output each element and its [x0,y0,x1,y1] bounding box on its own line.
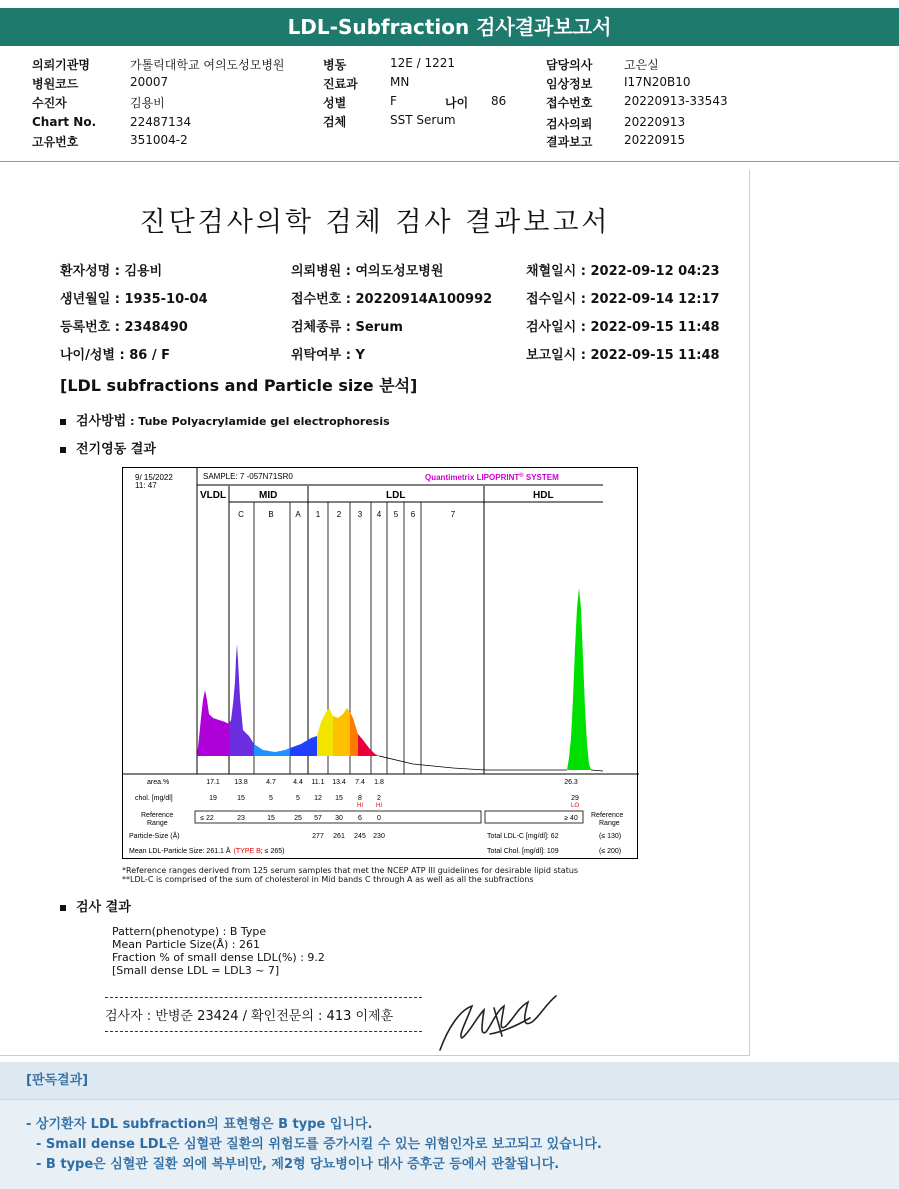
band-label: 5 [393,510,399,519]
mid-c-peak [229,644,254,756]
area-value: 13.8 [234,779,248,786]
mean-size-type: (TYPE B [233,848,261,855]
bullet-icon [60,447,66,453]
band-label: 1 [315,510,321,519]
ldl-2-peak [333,708,350,756]
ref-value: 0 [377,815,381,822]
psize-value: 277 [312,833,324,840]
result-sdldl-def: [Small dense LDL = LDL3 ~ 7] [112,964,280,977]
total-chol-ref: (≤ 200) [599,848,622,855]
receipt-number: 접수번호 : 20220914A100992 [291,292,493,307]
bullet-icon [60,905,66,911]
psize-values [312,833,385,840]
patient-age-sex: 나이/성별 : 86 / F [60,348,171,363]
chart-sample: SAMPLE: 7 -057N71SR0 [203,472,293,481]
band-label: A [295,510,301,519]
referring-hospital: 의뢰병원 : 여의도성모병원 [291,264,444,279]
header-label: 결과보고 [546,135,593,149]
ldl-4-peak [358,734,379,756]
header-label: 성별 [323,96,347,110]
patient-birth: 생년월일 : 1935-10-04 [60,292,208,307]
region-label-mid: MID [259,490,278,501]
result-fraction: Fraction % of small dense LDL(%) : 9.2 [112,951,325,964]
area-value: 7.4 [355,779,365,786]
mid-a-peak [290,736,317,756]
header-label: 병동 [323,58,347,72]
receipt-datetime: 접수일시 : 2022-09-14 12:17 [526,292,720,307]
band-label: 3 [357,510,363,519]
header-label: 의뢰기관명 [32,58,90,72]
test-datetime: 검사일시 : 2022-09-15 11:48 [526,320,720,335]
chol-value: 15 [237,795,245,802]
flag-hi: HI [357,803,363,809]
signature-image [432,988,562,1058]
header-value: MN [390,75,410,89]
method-line [60,410,390,429]
band-label: C [238,510,244,519]
ref-value-vldl: ≤ 22 [200,815,214,822]
area-value: 26.3 [564,779,578,786]
chart-date: 9/ 15/2022 [135,473,173,482]
result-pattern: Pattern(phenotype) : B Type [112,925,267,938]
header-value: 20220913-33543 [624,94,728,108]
signer-line: 검사자 : 반병준 23424 / 확인전문의 : 413 이제훈 [105,1009,394,1024]
bullet-icon [60,419,66,425]
collection-datetime: 채혈일시 : 2022-09-12 04:23 [526,264,720,279]
total-ldl-ref: (≤ 130) [599,833,622,840]
band-label: 6 [410,510,416,519]
area-value: 11.1 [311,779,325,786]
outsourced-flag: 위탁여부 : Y [291,348,365,363]
method-value: : Tube Polyacrylamide gel electrophoresis [126,415,390,428]
specimen-type: 검체종류 : Serum [291,320,403,335]
header-label: 나이 [445,96,469,110]
header-value: SST Serum [390,113,456,127]
result-block [112,925,325,977]
chol-value: 8 [358,795,362,802]
chol-value: 12 [314,795,322,802]
ref-value: 23 [237,815,245,822]
ldl-1-peak [317,708,333,756]
method-label: 검사방법 [76,414,127,429]
report-title: LDL-Subfraction 검사결과보고서 [287,15,612,39]
electro-line [60,438,156,457]
electro-label: 전기영동 결과 [76,442,156,457]
footnote-1: *Reference ranges derived from 125 serum samples that met the NCEP ATP III guidelines for desirable lipid status [122,866,579,875]
band-label: 4 [376,510,382,519]
header-label: 병원코드 [32,77,79,91]
header-label: 진료과 [323,77,358,91]
header-value: 20220913 [624,115,686,129]
header-value: 고은실 [624,58,659,72]
header-label: 검체 [323,115,347,129]
result-label: 검사 결과 [76,900,131,915]
header-label: Chart No. [32,115,97,129]
patient-reg-no: 등록번호 : 2348490 [60,320,188,335]
chol-value: 19 [209,795,217,802]
chol-value: 29 [571,795,579,802]
patient-name: 환자성명 : 김용비 [60,264,163,279]
flag-hi: HI [376,803,382,809]
header-value: 86 [491,94,507,108]
header-value: 20007 [130,75,169,89]
document-title: 진단검사의학 검체 검사 결과보고서 [139,207,611,238]
mean-size-ref: ; ≤ 265) [260,848,285,855]
chol-value: 15 [335,795,343,802]
header-value: 351004-2 [130,133,188,147]
result-line [60,896,131,915]
area-value: 17.1 [206,779,220,786]
psize-value: 261 [333,833,345,840]
header-label: 수진자 [32,96,67,110]
header-value: 12E / 1221 [390,56,456,70]
band-label: B [268,510,274,519]
psize-value: 245 [354,833,366,840]
ref-value: 30 [335,815,343,822]
chol-value: 5 [296,795,300,802]
total-chol: Total Chol. [mg/dl]: 109 [487,848,559,855]
psize-value: 230 [373,833,385,840]
mean-size [129,846,284,855]
psize-label: Particle-Size (Å) [129,833,180,840]
area-value: 4.7 [266,779,276,786]
report-title-bar [0,8,899,46]
area-values [206,779,578,786]
chart-brand [425,472,559,482]
result-mean-size: Mean Particle Size(Å) : 261 [112,938,260,951]
interpretation-line: - B type은 심혈관 질환 외에 복부비만, 제2형 당뇨병이나 대사 증후군 등에서 관찰됩니다. [36,1157,560,1172]
header-label: 임상정보 [546,77,593,91]
ldl-3-peak [350,712,358,756]
flag-lo: LO [570,803,580,809]
chol-values [209,795,579,802]
area-value: 1.8 [374,779,384,786]
mid-b-peak [254,744,290,756]
header-label: 검사의뢰 [546,117,593,131]
header-label: 담당의사 [546,58,593,72]
interpretation-line: - Small dense LDL은 심혈관 질환의 위험도를 증가시킬 수 있는 위험인자로 보고되고 있습니다. [36,1137,602,1152]
row-area-label: area.% [147,779,170,786]
vldl-peak [197,690,229,756]
band-label: 2 [336,510,342,519]
band-label: 7 [450,510,456,519]
area-value: 13.4 [332,779,346,786]
brand-registered: ® [519,473,524,479]
band-labels [238,510,456,519]
report-document [0,170,750,1056]
mean-size-value: Mean LDL-Particle Size: 261.1 Å [129,848,231,855]
ref-value: 25 [294,815,302,822]
report-datetime: 보고일시 : 2022-09-15 11:48 [526,348,720,363]
brand-name: Quantimetrix LIPOPRINT [425,473,520,482]
interpretation-line: - 상기환자 LDL subfraction의 표현형은 B type 입니다. [26,1117,373,1132]
total-ldl: Total LDL-C [mg/dl]: 62 [487,833,559,840]
header-value: 20220915 [624,133,686,147]
flag-values [357,803,579,809]
region-label-vldl: VLDL [200,490,227,501]
ref-value: 15 [267,815,275,822]
ref-values [200,815,578,822]
ref-label-left: Reference Range [141,812,174,827]
ref-value-hdl: ≥ 40 [564,815,578,822]
chart-time: 11: 47 [135,481,157,490]
brand-system: SYSTEM [523,473,559,482]
interpretation-heading: [판독결과] [0,1062,899,1100]
ref-value: 6 [358,815,362,822]
region-label-ldl: LDL [386,490,406,501]
header-value: F [390,94,397,108]
footnote-2: **LDL-C is comprised of the sum of cholesterol in Mid bands C through A as well as all the subfractions [122,875,534,884]
row-chol-label: chol. [mg/dl] [135,795,173,802]
chol-value: 2 [377,795,381,802]
chol-value: 5 [269,795,273,802]
ref-value: 57 [314,815,322,822]
region-label-hdl: HDL [533,490,554,501]
ref-label-right: Reference Range [591,812,624,827]
header-value: 김용비 [130,96,165,110]
hdl-peak [567,588,591,770]
lipoprint-svg [123,468,639,860]
area-value: 4.4 [293,779,303,786]
section-title: [LDL subfractions and Particle size 분석] [60,376,418,395]
divider-top [105,997,422,998]
header-label: 고유번호 [32,135,79,149]
header-value: I17N20B10 [624,75,691,89]
header-label: 접수번호 [546,96,593,110]
header-value: 22487134 [130,115,192,129]
header-value: 가톨릭대학교 여의도성모병원 [130,58,285,72]
interpretation-panel [0,1062,899,1189]
header-info [0,52,899,162]
lipoprint-chart [122,467,638,859]
divider-bottom [105,1031,422,1032]
